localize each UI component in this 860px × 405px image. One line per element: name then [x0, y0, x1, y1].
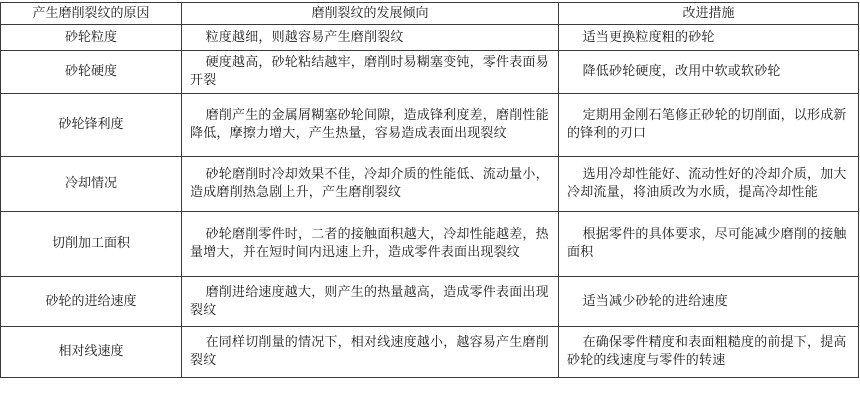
table-row: [1, 25, 859, 51]
cell-trend: 砂轮磨削时冷却效果不佳，冷却介质的性能低、流动量小，造成磨削热急剧上升，产生磨削裂纹: [182, 157, 559, 212]
cell-measure: 降低砂轮硬度，改用中软或软砂轮: [559, 51, 859, 94]
cell-measure: 适当减少砂轮的进给速度: [559, 277, 859, 327]
cell-cause: 砂轮的进给速度: [1, 277, 182, 327]
cell-trend: 砂轮磨削零件时，二者的接触面积越大，冷却性能越差，热量增大，并在短时间内迅速上升，造成零件表面出现裂纹: [182, 212, 559, 277]
cell-measure: 选用冷却性能好、流动性好的冷却介质，加大冷却流量，将油质改为水质，提高冷却性能: [559, 157, 859, 212]
cell-measure: 适当更换粒度粗的砂轮: [559, 25, 859, 51]
cell-cause: 切削加工面积: [1, 212, 182, 277]
cell-measure: 定期用金刚石笔修正砂轮的切削面，以形成新的锋利的刃口: [559, 94, 859, 157]
header-row: [1, 3, 859, 25]
cell-measure: 根据零件的具体要求，尽可能减少磨削的接触面积: [559, 212, 859, 277]
cell-cause: 冷却情况: [1, 157, 182, 212]
cell-trend: 磨削产生的金属屑糊塞砂轮间隙，造成锋利度差，磨削性能降低，摩擦力增大，产生热量，容易造成表面出现裂纹: [182, 94, 559, 157]
cell-trend: 磨削进给速度越大，则产生的热量越高，造成零件表面出现裂纹: [182, 277, 559, 327]
table-body: [1, 25, 859, 378]
table-row: [1, 212, 859, 277]
cell-cause: 砂轮硬度: [1, 51, 182, 94]
table-row: [1, 51, 859, 94]
cell-trend: 在同样切削量的情况下，相对线速度越小，越容易产生磨削裂纹: [182, 327, 559, 378]
cell-cause: 砂轮粒度: [1, 25, 182, 51]
header-cause: 产生磨削裂纹的原因: [1, 3, 182, 25]
cell-cause: 相对线速度: [1, 327, 182, 378]
table-row: [1, 157, 859, 212]
cell-measure: 在确保零件精度和表面粗糙度的前提下，提高砂轮的线速度与零件的转速: [559, 327, 859, 378]
cell-trend: 硬度越高，砂轮粘结越牢，磨削时易糊塞变钝，零件表面易开裂: [182, 51, 559, 94]
table-row: [1, 327, 859, 378]
table-row: [1, 277, 859, 327]
header-measure: 改进措施: [559, 3, 859, 25]
cell-cause: 砂轮锋利度: [1, 94, 182, 157]
grinding-crack-table: [0, 2, 859, 378]
table-header: [1, 3, 859, 25]
header-trend: 磨削裂纹的发展倾向: [182, 3, 559, 25]
cell-trend: 粒度越细，则越容易产生磨削裂纹: [182, 25, 559, 51]
table-row: [1, 94, 859, 157]
